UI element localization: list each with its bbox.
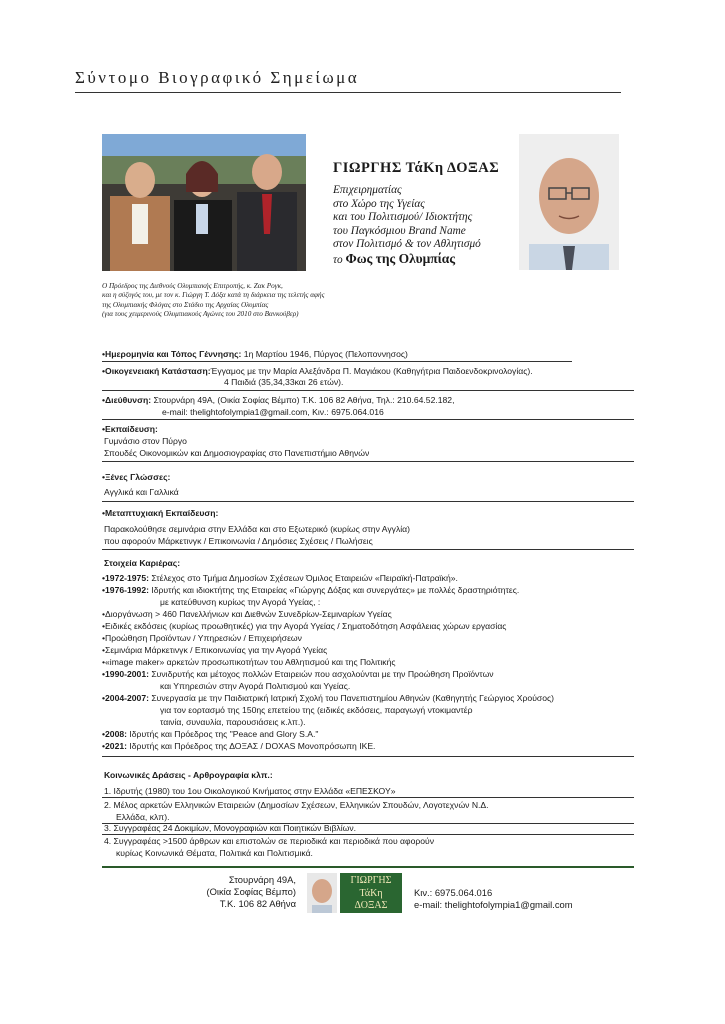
- divider: [102, 549, 634, 550]
- languages-label: •Ξένες Γλώσσες:: [102, 472, 171, 482]
- footer-address: [196, 874, 296, 910]
- subtitle-prefix: το: [333, 253, 343, 266]
- career-year: •2004-2007:: [102, 693, 149, 703]
- family-row: [102, 366, 533, 377]
- divider: [102, 756, 634, 757]
- career-year: •1976-1992:: [102, 585, 149, 595]
- career-text: Συνεργασία με την Παιδιατρική Ιατρική Σχολή του Πανεπιστημίου Αθηνών (Καθηγητής Γεώργιος Χρούσος): [148, 693, 554, 703]
- social-label: Κοινωνικές Δράσεις - Αρθρογραφία κλπ.:: [104, 770, 273, 780]
- address-value: Στουρνάρη 49Α, (Οικία Σοφίας Βέμπο) Τ.Κ. 106 82 Αθήνα, Τηλ.: 210.64.52.182,: [153, 395, 455, 405]
- footer-email: e-mail: thelightofolympia1@gmail.com: [414, 899, 573, 910]
- postgrad-label: •Μεταπτυχιακή Εκπαίδευση:: [102, 508, 219, 518]
- document-title: Σύντομο Βιογραφικό Σημείωμα: [75, 68, 360, 87]
- birth-row: [102, 349, 408, 360]
- footer-portrait: [307, 873, 337, 913]
- logo-line: ΓΙΩΡΓΗΣ: [350, 875, 392, 886]
- career-text: Στέλεχος στο Τμήμα Δημοσίων Σχέσεων Όμιλος Εταιρειών «Πειραϊκή-Πατραϊκή».: [148, 573, 458, 583]
- career-item: [102, 585, 519, 596]
- subtitle-line: στο Χώρο της Υγείας: [333, 197, 425, 210]
- career-text: Ιδρυτής και Πρόεδρος της "Peace and Glory S.A.": [127, 729, 319, 739]
- portrait-photo: [519, 134, 619, 270]
- footer-divider: [102, 866, 634, 868]
- career-label: Στοιχεία Καριέρας:: [104, 558, 181, 568]
- social-item: 4. Συγγραφέας >1500 άρθρων και επιστολών σε περιοδικά και περιοδικά που αφορούν: [104, 836, 435, 846]
- subtitle-line: Επιχειρηματίας: [333, 184, 402, 196]
- career-item: [102, 729, 318, 740]
- career-item: •Διοργάνωση > 460 Πανελλήνιων και Διεθνών Συνεδρίων-Σεμιναρίων Υγείας: [102, 609, 392, 619]
- divider: [102, 834, 634, 835]
- olympic-ceremony-photo: [102, 134, 306, 271]
- family-label: •Οικογενειακή Κατάσταση:: [102, 366, 211, 376]
- footer-phone: Κιν.: 6975.064.016: [414, 887, 493, 898]
- divider: [102, 501, 634, 502]
- divider: [102, 419, 634, 420]
- career-item: [102, 741, 375, 752]
- address-label: •Διεύθυνση:: [102, 395, 152, 405]
- career-year: •1990-2001:: [102, 669, 149, 679]
- address-row: [102, 395, 454, 406]
- caption-line: Ο Πρόεδρος της Διεθνούς Ολυμπιακής Επιτροπής, κ. Ζακ Ρογκ,: [102, 282, 283, 290]
- birth-label: •Ημερομηνία και Τόπος Γέννησης:: [102, 349, 242, 359]
- education-label: •Εκπαίδευση:: [102, 424, 158, 434]
- career-item: [102, 669, 494, 680]
- subtitle-line: στον Πολιτισμό & τον Αθλητισμό: [333, 238, 481, 250]
- career-text-cont: με κατεύθυνση κυρίως την Αγορά Υγείας, :: [160, 597, 321, 607]
- caption-line: της Ολυμπιακής Φλόγας στο Στάδιο της Αρχαίας Ολυμπίας: [102, 300, 269, 309]
- birth-value: 1η Μαρτίου 1946, Πύργος (Πελοποννησος): [243, 349, 408, 359]
- career-text-cont: ταινία, συναυλία, παρουσιάσεις κ.λπ.).: [160, 717, 306, 727]
- career-year: •2008:: [102, 729, 127, 739]
- career-year: •2021:: [102, 741, 127, 751]
- footer-address-line: Στουρνάρη 49Α,: [228, 874, 296, 885]
- subtitle-line: και του Πολιτισμού/ Ιδιοκτήτης: [333, 211, 473, 223]
- person-name: ΓΙΩΡΓΗΣ ΤάΚη ΔΟΞΑΣ: [333, 160, 500, 176]
- career-text-cont: και Υπηρεσιών στην Αγορά Πολιτισμού και Υγείας.: [160, 681, 351, 691]
- family-children: 4 Παιδιά (35,34,33και 26 ετών).: [224, 377, 344, 387]
- social-item: 1. Ιδρυτής (1980) του 1ου Οικολογικού Κινήματος στην Ελλάδα «ΕΠΕΣΚΟΥ»: [104, 786, 396, 796]
- career-item: [102, 693, 554, 704]
- brand-name: Φως της Ολυμπίας: [345, 250, 456, 266]
- subtitle-line: του Παγκόσμιου Brand Name: [333, 224, 466, 237]
- career-text: Ιδρυτής και Πρόεδρος της ΔΟΞΑΣ / DOXAS Μονοπρόσωπη ΙΚΕ.: [127, 741, 376, 751]
- social-item-cont: κυρίως Κοινωνικά Θέματα, Πολιτικά και Πολιτισμικά.: [116, 848, 313, 858]
- logo-line: ΤάΚη: [359, 887, 383, 899]
- postgrad-line: Παρακολούθησε σεμινάρια στην Ελλάδα και στο Εξωτερικό (κυρίως στην Αγγλία): [104, 524, 410, 534]
- career-item: •«image maker» αρκετών προσωπικοτήτων του Αθλητισμού και της Πολιτικής: [102, 657, 396, 667]
- subtitle: [333, 184, 523, 267]
- subtitle-line: [333, 252, 523, 268]
- footer-logo: [340, 873, 402, 913]
- divider: [102, 797, 634, 798]
- career-text-cont: για τον εορτασμό της 150ης επετείου της (ειδικές εκδόσεις, παραγωγή ντοκιμαντέρ: [160, 705, 473, 715]
- languages-value: Αγγλικά και Γαλλικά: [104, 487, 179, 497]
- education-line: Γυμνάσιο στον Πύργο: [104, 436, 187, 446]
- career-text: Ιδρυτής και ιδιοκτήτης της Εταιρείας «Γιώργης Δόξας και συνεργάτες» με πολλές δραστηριότητες.: [148, 585, 520, 595]
- address-contact: e-mail: thelightofolympia1@gmail.com, Κιν.: 6975.064.016: [162, 407, 384, 417]
- career-year: •1972-1975:: [102, 573, 149, 583]
- career-item: •Προώθηση Προϊόντων / Υπηρεσιών / Επιχειρήσεων: [102, 633, 302, 643]
- social-item: 2. Μέλος αρκετών Ελληνικών Εταιρειών (Δημοσίων Σχέσεων, Ελληνικών Σπουδών, Λογοτεχνών Ν.Δ.: [104, 800, 489, 810]
- family-value: Έγγαμος με την Μαρία Αλεξάνδρα Π. Μαγιάκου (Καθηγήτρια Παιδοενδοκρινολογίας).: [210, 366, 533, 376]
- social-item: 3. Συγγραφέας 24 Δοκιμίων, Μονογραφιών και Ποιητικών Βιβλίων.: [104, 823, 357, 833]
- career-item: •Σεμινάρια Μάρκετινγκ / Επικοινωνίας για την Αγορά Υγείας: [102, 645, 328, 655]
- divider: [102, 461, 634, 462]
- caption-line: (για τους χειμερινούς Ολυμπιακούς Αγώνες του 2010 στο Βανκούβερ): [102, 310, 299, 319]
- footer-address-line: Τ.Κ. 106 82 Αθήνα: [219, 898, 296, 909]
- career-text: Συνιδρυτής και μέτοχος πολλών Εταιρειών που ασχολούνται με την Προώθηση Προϊόντων: [148, 669, 494, 679]
- career-item: •Ειδικές εκδόσεις (κυρίως προωθητικές) για την Αγορά Υγείας / Σηματοδότηση Ασφάλειας χώρων εργασίας: [102, 621, 507, 631]
- divider: [102, 361, 572, 362]
- title-divider: [75, 92, 621, 93]
- divider: [102, 390, 634, 391]
- footer-contact: [414, 887, 573, 911]
- footer-address-line: (Οικία Σοφίας Βέμπο): [206, 886, 296, 897]
- photo-caption: [102, 282, 362, 320]
- social-item-cont: Ελλάδα, κλπ).: [116, 812, 170, 822]
- career-item: [102, 573, 458, 584]
- logo-line: ΔΟΞΑΣ: [354, 900, 388, 911]
- caption-line: και η σύζυγός του, με τον κ. Γιώργη Τ. Δόξα κατά τη διάρκεια της τελετής αφής: [102, 291, 325, 300]
- education-line: Σπουδές Οικονομικών και Δημοσιογραφίας στο Πανεπιστήμιο Αθηνών: [104, 448, 370, 458]
- postgrad-line: που αφορούν Μάρκετινγκ / Επικοινωνία / Δημόσιες Σχέσεις / Πωλήσεις: [104, 536, 373, 546]
